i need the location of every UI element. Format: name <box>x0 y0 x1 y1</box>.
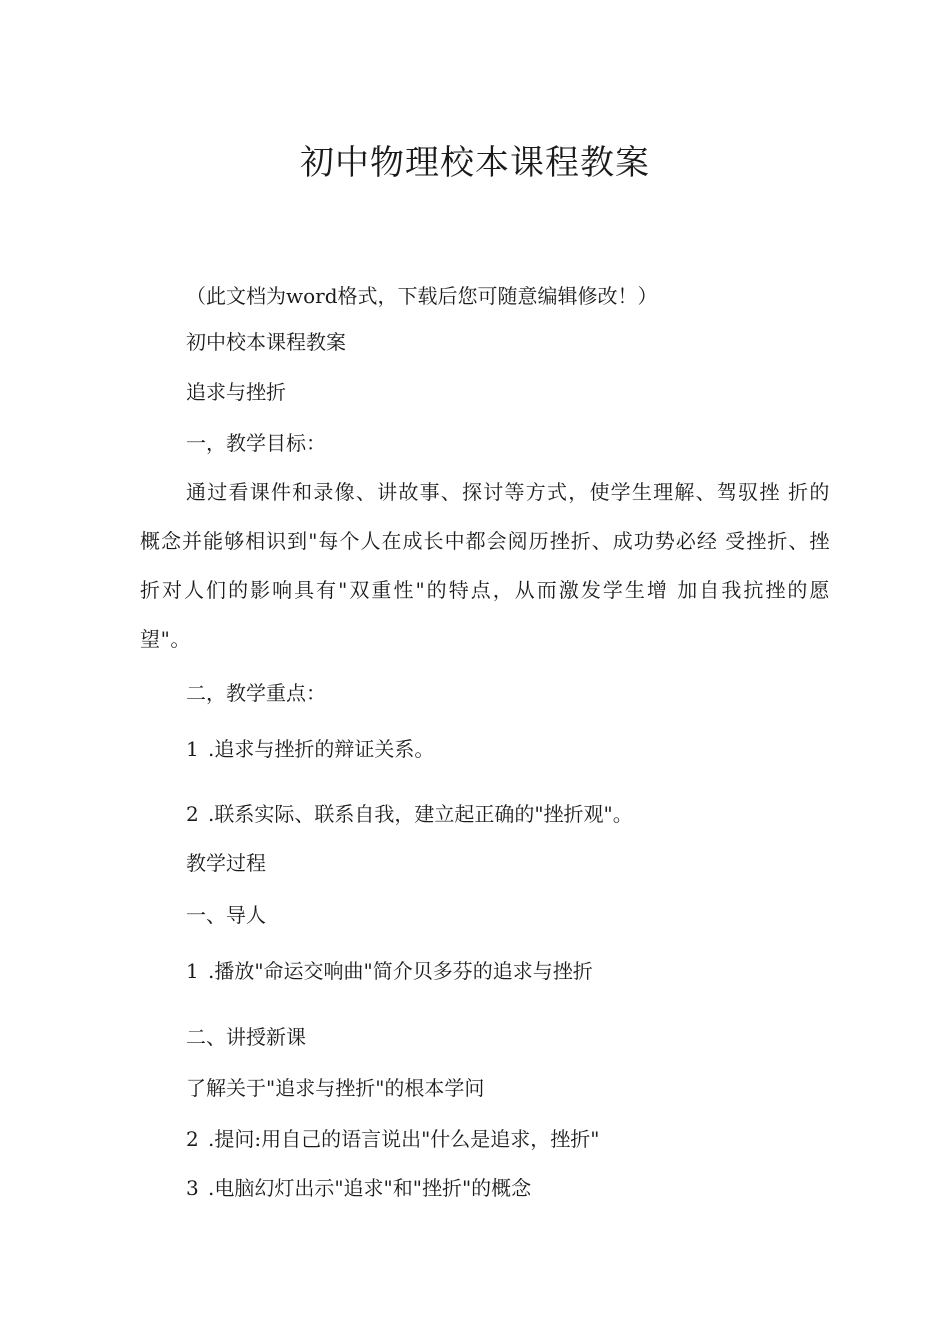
item-text: .电脑幻灯出示"追求"和"挫折"的概念 <box>208 1176 532 1200</box>
format-note: （此文档为word格式，下载后您可随意编辑修改！） <box>186 284 658 308</box>
item-text: .播放"命运交响曲"简介贝多芬的追求与挫折 <box>208 959 593 983</box>
focus-item-2 <box>186 799 633 829</box>
new-lesson-heading: 二、讲授新课 <box>186 1025 306 1049</box>
item-number: 1 <box>186 959 199 983</box>
new-lesson-item-2 <box>186 1124 600 1154</box>
item-text: .追求与挫折的辩证关系。 <box>208 737 435 761</box>
new-lesson-item-3 <box>186 1173 531 1203</box>
item-number: 3 <box>186 1176 199 1200</box>
goal-heading: 一，教学目标： <box>186 431 326 455</box>
goal-paragraph: 通过看课件和录像、讲故事、探讨等方式，使学生理解、驾驭挫 折的概念并能够相识到"每个人在成长中都会阅历挫折、成功势必经 受挫折、挫折对人们的影响具有"双重性"的特点，从而激发学生增 加自我抗挫的愿望"。 <box>140 480 830 651</box>
intro-item-1 <box>186 956 593 986</box>
process-heading: 教学过程 <box>186 851 266 875</box>
intro-heading: 一、导人 <box>186 903 266 927</box>
focus-heading: 二，教学重点： <box>186 681 326 705</box>
document-title: 初中物理校本课程教案 <box>300 143 650 183</box>
new-lesson-lead: 了解关于"追求与挫折"的根本学问 <box>186 1076 485 1100</box>
course-subtitle: 初中校本课程教案 <box>186 330 346 354</box>
item-text: .提问:用自己的语言说出"什么是追求，挫折" <box>208 1127 600 1151</box>
item-number: 2 <box>186 1127 199 1151</box>
focus-item-1 <box>186 734 434 764</box>
item-number: 2 <box>186 802 199 826</box>
item-number: 1 <box>186 737 199 761</box>
item-text: .联系实际、联系自我，建立起正确的"挫折观"。 <box>208 802 633 826</box>
lesson-topic: 追求与挫折 <box>186 380 286 404</box>
